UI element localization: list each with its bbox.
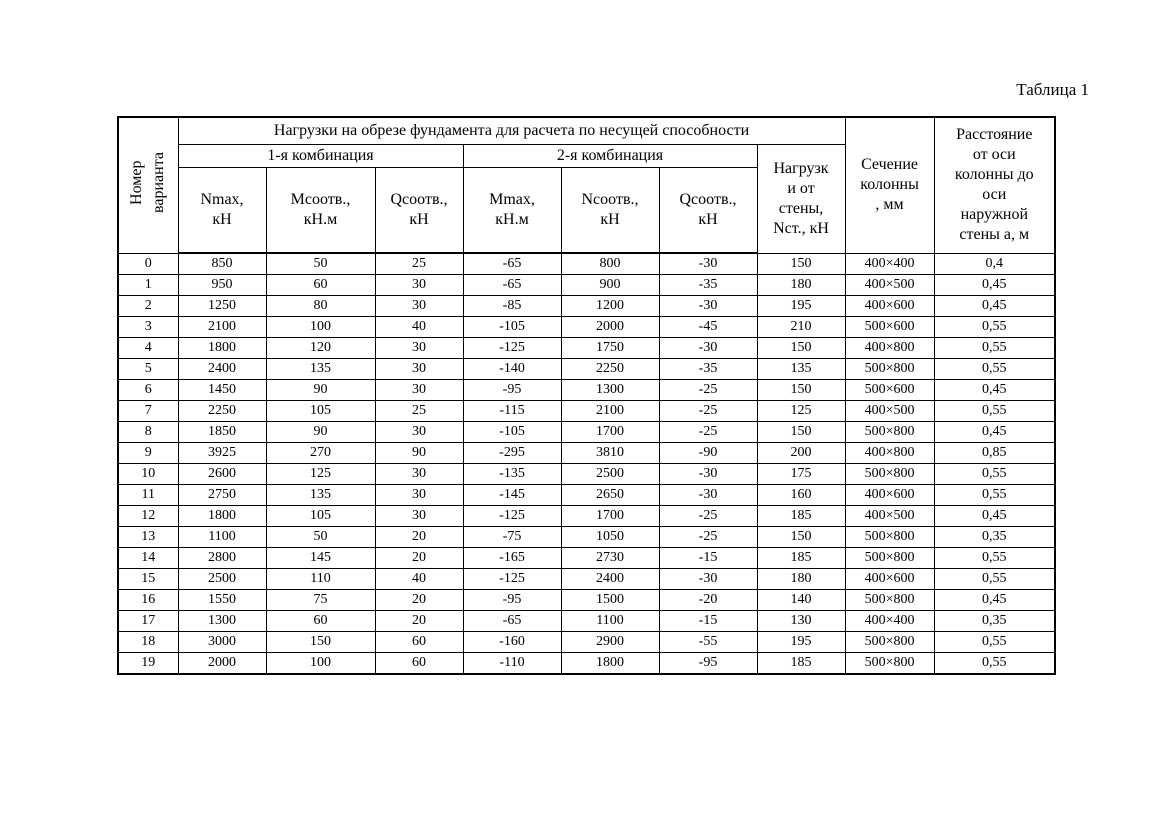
cell-column-section: 400×500 — [845, 275, 934, 296]
table-row — [118, 275, 1055, 296]
header-m-corr: Mсоотв., кН.м — [266, 168, 375, 254]
header-variant-number — [118, 117, 178, 253]
cell-n-corr: 1700 — [561, 422, 659, 443]
cell-wall-load: 195 — [757, 296, 845, 317]
table-row — [118, 485, 1055, 506]
cell-column-section: 400×500 — [845, 401, 934, 422]
cell-mmax: -125 — [463, 569, 561, 590]
cell-wall-load: 150 — [757, 422, 845, 443]
header-q-corr-1: Qсоотв., кН — [375, 168, 463, 254]
cell-nmax: 2400 — [178, 359, 266, 380]
cell-distance: 0,4 — [934, 253, 1055, 275]
cell-q-corr-2: -15 — [659, 611, 757, 632]
cell-q-corr-1: 25 — [375, 253, 463, 275]
cell-q-corr-2: -30 — [659, 569, 757, 590]
cell-q-corr-2: -30 — [659, 253, 757, 275]
cell-m-corr: 150 — [266, 632, 375, 653]
table-row — [118, 632, 1055, 653]
cell-m-corr: 135 — [266, 359, 375, 380]
cell-q-corr-1: 20 — [375, 527, 463, 548]
cell-mmax: -145 — [463, 485, 561, 506]
cell-n-corr: 1050 — [561, 527, 659, 548]
cell-column-section: 400×400 — [845, 253, 934, 275]
cell-m-corr: 270 — [266, 443, 375, 464]
table-row — [118, 380, 1055, 401]
cell-wall-load: 185 — [757, 506, 845, 527]
cell-n-corr: 1200 — [561, 296, 659, 317]
cell-variant-number: 11 — [118, 485, 178, 506]
cell-n-corr: 2250 — [561, 359, 659, 380]
cell-mmax: -295 — [463, 443, 561, 464]
cell-variant-number: 4 — [118, 338, 178, 359]
cell-m-corr: 90 — [266, 422, 375, 443]
cell-q-corr-1: 20 — [375, 590, 463, 611]
cell-mmax: -135 — [463, 464, 561, 485]
table-caption: Таблица 1 — [1016, 80, 1089, 99]
cell-wall-load: 125 — [757, 401, 845, 422]
cell-mmax: -65 — [463, 253, 561, 275]
cell-n-corr: 1300 — [561, 380, 659, 401]
cell-m-corr: 50 — [266, 527, 375, 548]
cell-distance: 0,35 — [934, 611, 1055, 632]
cell-nmax: 1800 — [178, 506, 266, 527]
cell-mmax: -165 — [463, 548, 561, 569]
cell-distance: 0,55 — [934, 569, 1055, 590]
table-body — [118, 253, 1055, 674]
cell-variant-number: 10 — [118, 464, 178, 485]
table-row — [118, 611, 1055, 632]
cell-q-corr-2: -25 — [659, 380, 757, 401]
cell-distance: 0,85 — [934, 443, 1055, 464]
cell-mmax: -105 — [463, 317, 561, 338]
cell-nmax: 2800 — [178, 548, 266, 569]
cell-wall-load: 150 — [757, 527, 845, 548]
cell-column-section: 500×600 — [845, 380, 934, 401]
table-row — [118, 401, 1055, 422]
cell-nmax: 1550 — [178, 590, 266, 611]
cell-distance: 0,35 — [934, 527, 1055, 548]
cell-mmax: -65 — [463, 275, 561, 296]
table-row — [118, 653, 1055, 675]
cell-q-corr-1: 30 — [375, 296, 463, 317]
cell-variant-number: 1 — [118, 275, 178, 296]
cell-column-section: 500×600 — [845, 317, 934, 338]
cell-q-corr-2: -20 — [659, 590, 757, 611]
table-row — [118, 548, 1055, 569]
cell-n-corr: 1700 — [561, 506, 659, 527]
cell-nmax: 2250 — [178, 401, 266, 422]
cell-column-section: 500×800 — [845, 464, 934, 485]
cell-nmax: 1250 — [178, 296, 266, 317]
header-combination-2: 2-я комбинация — [463, 145, 757, 168]
cell-nmax: 1800 — [178, 338, 266, 359]
cell-q-corr-2: -25 — [659, 422, 757, 443]
table-row — [118, 569, 1055, 590]
cell-column-section: 500×800 — [845, 527, 934, 548]
cell-column-section: 400×800 — [845, 338, 934, 359]
cell-m-corr: 90 — [266, 380, 375, 401]
cell-q-corr-2: -30 — [659, 464, 757, 485]
cell-distance: 0,45 — [934, 506, 1055, 527]
cell-nmax: 1100 — [178, 527, 266, 548]
cell-q-corr-2: -25 — [659, 527, 757, 548]
cell-n-corr: 1100 — [561, 611, 659, 632]
cell-mmax: -110 — [463, 653, 561, 675]
cell-q-corr-2: -90 — [659, 443, 757, 464]
cell-variant-number: 17 — [118, 611, 178, 632]
cell-wall-load: 175 — [757, 464, 845, 485]
cell-q-corr-2: -25 — [659, 401, 757, 422]
cell-m-corr: 60 — [266, 611, 375, 632]
cell-m-corr: 100 — [266, 653, 375, 675]
cell-nmax: 3925 — [178, 443, 266, 464]
cell-n-corr: 2400 — [561, 569, 659, 590]
cell-q-corr-1: 30 — [375, 506, 463, 527]
cell-n-corr: 1500 — [561, 590, 659, 611]
cell-n-corr: 2500 — [561, 464, 659, 485]
cell-mmax: -115 — [463, 401, 561, 422]
cell-variant-number: 12 — [118, 506, 178, 527]
cell-q-corr-2: -35 — [659, 275, 757, 296]
cell-variant-number: 0 — [118, 253, 178, 275]
cell-nmax: 2100 — [178, 317, 266, 338]
cell-nmax: 1450 — [178, 380, 266, 401]
header-loads-group: Нагрузки на обрезе фундамента для расчета по несущей способности — [178, 117, 845, 145]
cell-q-corr-1: 30 — [375, 485, 463, 506]
cell-distance: 0,45 — [934, 590, 1055, 611]
cell-q-corr-2: -30 — [659, 296, 757, 317]
cell-q-corr-2: -30 — [659, 338, 757, 359]
table-row — [118, 359, 1055, 380]
cell-variant-number: 19 — [118, 653, 178, 675]
table-row — [118, 506, 1055, 527]
cell-column-section: 500×800 — [845, 653, 934, 675]
cell-distance: 0,45 — [934, 296, 1055, 317]
cell-distance: 0,55 — [934, 401, 1055, 422]
cell-column-section: 500×800 — [845, 590, 934, 611]
loads-table — [117, 116, 1056, 675]
cell-column-section: 500×800 — [845, 632, 934, 653]
header-n-corr: Nсоотв., кН — [561, 168, 659, 254]
table-row — [118, 527, 1055, 548]
cell-q-corr-2: -45 — [659, 317, 757, 338]
cell-q-corr-2: -25 — [659, 506, 757, 527]
cell-mmax: -85 — [463, 296, 561, 317]
cell-mmax: -95 — [463, 380, 561, 401]
cell-q-corr-1: 25 — [375, 401, 463, 422]
table-row — [118, 590, 1055, 611]
cell-wall-load: 135 — [757, 359, 845, 380]
cell-m-corr: 110 — [266, 569, 375, 590]
cell-variant-number: 7 — [118, 401, 178, 422]
cell-variant-number: 5 — [118, 359, 178, 380]
cell-column-section: 500×800 — [845, 422, 934, 443]
header-variant-label: Номер варианта — [128, 151, 168, 213]
cell-wall-load: 210 — [757, 317, 845, 338]
cell-mmax: -65 — [463, 611, 561, 632]
cell-q-corr-1: 90 — [375, 443, 463, 464]
cell-distance: 0,45 — [934, 275, 1055, 296]
cell-q-corr-2: -15 — [659, 548, 757, 569]
cell-nmax: 2750 — [178, 485, 266, 506]
cell-mmax: -160 — [463, 632, 561, 653]
cell-nmax: 850 — [178, 253, 266, 275]
header-column-section: Сечение колонны , мм — [845, 117, 934, 253]
cell-variant-number: 14 — [118, 548, 178, 569]
cell-variant-number: 8 — [118, 422, 178, 443]
cell-distance: 0,55 — [934, 359, 1055, 380]
cell-column-section: 400×800 — [845, 443, 934, 464]
cell-q-corr-1: 60 — [375, 632, 463, 653]
cell-m-corr: 120 — [266, 338, 375, 359]
cell-column-section: 500×800 — [845, 359, 934, 380]
cell-wall-load: 130 — [757, 611, 845, 632]
cell-mmax: -140 — [463, 359, 561, 380]
cell-wall-load: 185 — [757, 548, 845, 569]
cell-n-corr: 900 — [561, 275, 659, 296]
table-row — [118, 317, 1055, 338]
cell-distance: 0,45 — [934, 380, 1055, 401]
cell-distance: 0,55 — [934, 632, 1055, 653]
cell-wall-load: 185 — [757, 653, 845, 675]
table-row — [118, 464, 1055, 485]
cell-distance: 0,55 — [934, 464, 1055, 485]
header-distance: Расстояние от оси колонны до оси наружной стены a, м — [934, 117, 1055, 253]
cell-wall-load: 195 — [757, 632, 845, 653]
cell-q-corr-1: 30 — [375, 275, 463, 296]
cell-variant-number: 16 — [118, 590, 178, 611]
header-q-corr-2: Qсоотв., кН — [659, 168, 757, 254]
cell-mmax: -105 — [463, 422, 561, 443]
cell-m-corr: 125 — [266, 464, 375, 485]
cell-n-corr: 2100 — [561, 401, 659, 422]
table-row — [118, 338, 1055, 359]
table-row — [118, 253, 1055, 275]
cell-q-corr-1: 30 — [375, 338, 463, 359]
cell-q-corr-1: 40 — [375, 569, 463, 590]
cell-n-corr: 2000 — [561, 317, 659, 338]
cell-distance: 0,45 — [934, 422, 1055, 443]
cell-mmax: -125 — [463, 506, 561, 527]
cell-variant-number: 2 — [118, 296, 178, 317]
cell-nmax: 1300 — [178, 611, 266, 632]
table-row — [118, 422, 1055, 443]
cell-wall-load: 150 — [757, 253, 845, 275]
cell-column-section: 400×500 — [845, 506, 934, 527]
cell-m-corr: 75 — [266, 590, 375, 611]
cell-column-section: 500×800 — [845, 548, 934, 569]
cell-n-corr: 1800 — [561, 653, 659, 675]
cell-n-corr: 2730 — [561, 548, 659, 569]
cell-mmax: -125 — [463, 338, 561, 359]
cell-mmax: -95 — [463, 590, 561, 611]
cell-m-corr: 100 — [266, 317, 375, 338]
cell-nmax: 2600 — [178, 464, 266, 485]
cell-distance: 0,55 — [934, 485, 1055, 506]
cell-wall-load: 160 — [757, 485, 845, 506]
cell-q-corr-2: -55 — [659, 632, 757, 653]
header-wall-load: Нагрузк и от стены, Nст., кН — [757, 145, 845, 254]
cell-q-corr-1: 40 — [375, 317, 463, 338]
cell-q-corr-1: 20 — [375, 611, 463, 632]
cell-column-section: 400×600 — [845, 569, 934, 590]
cell-column-section: 400×600 — [845, 485, 934, 506]
cell-nmax: 2500 — [178, 569, 266, 590]
cell-q-corr-1: 30 — [375, 380, 463, 401]
cell-m-corr: 135 — [266, 485, 375, 506]
cell-mmax: -75 — [463, 527, 561, 548]
cell-nmax: 1850 — [178, 422, 266, 443]
cell-wall-load: 200 — [757, 443, 845, 464]
cell-wall-load: 180 — [757, 275, 845, 296]
cell-q-corr-1: 30 — [375, 422, 463, 443]
cell-distance: 0,55 — [934, 653, 1055, 675]
cell-n-corr: 1750 — [561, 338, 659, 359]
cell-m-corr: 60 — [266, 275, 375, 296]
header-nmax: Nmax, кН — [178, 168, 266, 254]
header-combination-1: 1-я комбинация — [178, 145, 463, 168]
cell-m-corr: 105 — [266, 506, 375, 527]
cell-nmax: 950 — [178, 275, 266, 296]
cell-q-corr-1: 20 — [375, 548, 463, 569]
cell-q-corr-1: 60 — [375, 653, 463, 675]
cell-q-corr-2: -30 — [659, 485, 757, 506]
cell-distance: 0,55 — [934, 317, 1055, 338]
table-row — [118, 296, 1055, 317]
cell-m-corr: 50 — [266, 253, 375, 275]
cell-variant-number: 18 — [118, 632, 178, 653]
cell-q-corr-1: 30 — [375, 464, 463, 485]
cell-m-corr: 105 — [266, 401, 375, 422]
cell-n-corr: 2650 — [561, 485, 659, 506]
cell-variant-number: 15 — [118, 569, 178, 590]
cell-nmax: 2000 — [178, 653, 266, 675]
cell-variant-number: 9 — [118, 443, 178, 464]
cell-m-corr: 145 — [266, 548, 375, 569]
cell-variant-number: 13 — [118, 527, 178, 548]
cell-column-section: 400×400 — [845, 611, 934, 632]
cell-q-corr-2: -35 — [659, 359, 757, 380]
cell-n-corr: 3810 — [561, 443, 659, 464]
cell-nmax: 3000 — [178, 632, 266, 653]
header-mmax: Mmax, кН.м — [463, 168, 561, 254]
cell-column-section: 400×600 — [845, 296, 934, 317]
cell-wall-load: 150 — [757, 380, 845, 401]
cell-variant-number: 3 — [118, 317, 178, 338]
cell-distance: 0,55 — [934, 548, 1055, 569]
cell-distance: 0,55 — [934, 338, 1055, 359]
cell-n-corr: 2900 — [561, 632, 659, 653]
cell-variant-number: 6 — [118, 380, 178, 401]
table-header — [118, 117, 1055, 253]
cell-wall-load: 140 — [757, 590, 845, 611]
cell-q-corr-1: 30 — [375, 359, 463, 380]
table-row — [118, 443, 1055, 464]
cell-wall-load: 150 — [757, 338, 845, 359]
cell-wall-load: 180 — [757, 569, 845, 590]
cell-q-corr-2: -95 — [659, 653, 757, 675]
cell-m-corr: 80 — [266, 296, 375, 317]
cell-n-corr: 800 — [561, 253, 659, 275]
